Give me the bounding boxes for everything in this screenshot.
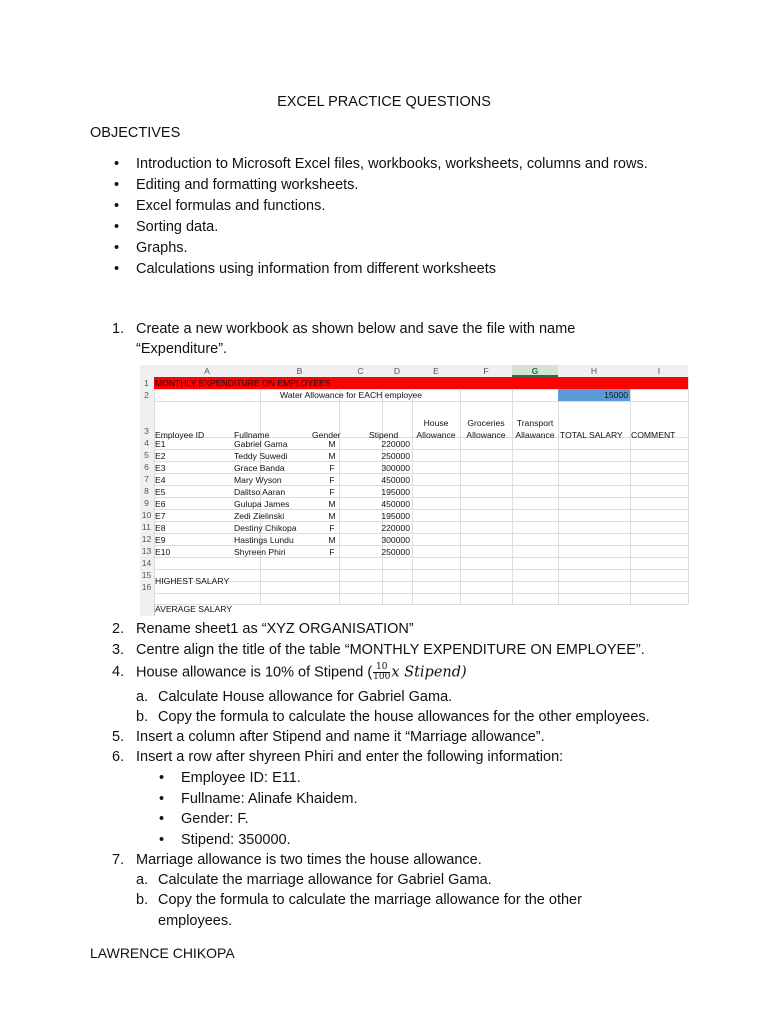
formula-math: x Stipend xyxy=(391,664,462,681)
column-letter: G xyxy=(531,366,539,376)
cell-fullname: Mary Wyson xyxy=(234,475,282,485)
header-house-1: House xyxy=(423,418,449,428)
cell-employee-id: E5 xyxy=(155,487,166,497)
row-number: 13 xyxy=(141,546,152,556)
question-number: 3. xyxy=(112,642,125,658)
footer-author: LAWRENCE CHIKOPA xyxy=(90,945,235,961)
highest-salary-label: HIGHEST SALARY xyxy=(155,576,230,586)
cell-stipend: 450000 xyxy=(381,475,410,485)
cell-stipend: 220000 xyxy=(381,439,410,449)
row-number: 5 xyxy=(144,450,149,460)
grid-column-line xyxy=(512,377,513,604)
fraction-denominator: 100 xyxy=(373,672,391,682)
row-number: 15 xyxy=(141,570,152,580)
question-number: 5. xyxy=(112,729,125,745)
cell-gender: M xyxy=(328,535,336,545)
header-transport-1: Transport xyxy=(516,418,554,428)
cell-stipend: 300000 xyxy=(381,463,410,473)
subquestion-letter: a. xyxy=(136,872,149,888)
question-1-text: Create a new workbook as shown below and save the file with name xyxy=(136,321,576,337)
cell-stipend: 450000 xyxy=(381,499,410,509)
column-letter: C xyxy=(357,366,364,376)
header-groceries-2: Allowance xyxy=(466,430,506,440)
row-number: 16 xyxy=(141,582,152,592)
cell-employee-id: E3 xyxy=(155,463,166,473)
column-letter: E xyxy=(433,366,439,376)
average-salary-label: AVERAGE SALARY xyxy=(155,604,233,614)
cell-employee-id: E1 xyxy=(155,439,166,449)
grid-column-line xyxy=(460,377,461,604)
column-letter: A xyxy=(204,366,210,376)
grid-row-line xyxy=(154,593,688,594)
row-number: 8 xyxy=(144,486,149,496)
cell-stipend: 220000 xyxy=(381,523,410,533)
subquestion-text-cont: employees. xyxy=(158,913,233,929)
row-number: 3 xyxy=(144,426,149,436)
water-allowance-value: 15000 xyxy=(558,389,630,401)
cell-employee-id: E6 xyxy=(155,499,166,509)
grid-column-line xyxy=(688,377,689,604)
cell-fullname: Zedi Zielinski xyxy=(234,511,285,521)
cell-employee-id: E7 xyxy=(155,511,166,521)
fraction-numerator: 10 xyxy=(376,662,388,672)
cell-gender: F xyxy=(329,475,335,485)
question-text: Marriage allowance is two times the house allowance. xyxy=(136,852,482,868)
cell-gender: M xyxy=(328,439,336,449)
question-text: Centre align the title of the table “MONTHLY EXPENDITURE ON EMPLOYEE”. xyxy=(136,642,645,658)
cell-employee-id: E9 xyxy=(155,535,166,545)
row-number: 7 xyxy=(144,474,149,484)
subquestion-letter: b. xyxy=(136,892,149,908)
question-6-bullet: • Gender: F. xyxy=(181,810,249,828)
cell-fullname: Grace Banda xyxy=(234,463,285,473)
grid-row-line xyxy=(154,401,688,402)
objective-item: • Excel formulas and functions. xyxy=(136,197,325,215)
question-number: 2. xyxy=(112,621,125,637)
question-6-bullet: • Employee ID: E11. xyxy=(181,769,301,787)
cell-employee-id: E8 xyxy=(155,523,166,533)
cell-gender: M xyxy=(328,451,336,461)
objective-item: • Editing and formatting worksheets. xyxy=(136,176,358,194)
objective-item: • Graphs. xyxy=(136,239,188,257)
subquestion-text: Copy the formula to calculate the marriage allowance for the other xyxy=(158,892,582,908)
question-1-text-cont: “Expenditure”. xyxy=(136,341,228,357)
header-employee-id: Employee ID xyxy=(155,430,205,440)
column-letter: H xyxy=(590,366,598,376)
cell-fullname: Dalitso Aaran xyxy=(234,487,286,497)
cell-fullname: Gulupa James xyxy=(234,499,290,509)
column-letter: F xyxy=(483,366,489,376)
question-number: 6. xyxy=(112,749,125,765)
question-text: Insert a column after Stipend and name it “Marriage allowance”. xyxy=(136,729,545,745)
objective-item: • Calculations using information from different worksheets xyxy=(136,260,496,278)
cell-gender: F xyxy=(329,523,335,533)
row-number: 4 xyxy=(144,438,149,448)
question-text: Rename sheet1 as “XYZ ORGANISATION” xyxy=(136,621,414,637)
grid-column-line xyxy=(630,377,631,604)
cell-gender: F xyxy=(329,487,335,497)
cell-stipend: 250000 xyxy=(381,451,410,461)
cell-stipend: 195000 xyxy=(381,511,410,521)
cell-employee-id: E4 xyxy=(155,475,166,485)
cell-stipend: 195000 xyxy=(381,487,410,497)
row-number: 14 xyxy=(141,558,152,568)
sheet-title-cell: MONTHLY EXPENDITURE ON EMPLOYEES xyxy=(154,377,688,389)
spreadsheet-image xyxy=(140,365,688,616)
grid-row-line xyxy=(154,569,688,570)
column-letter: I xyxy=(657,366,661,376)
cell-fullname: Shyreen Phiri xyxy=(234,547,286,557)
row-number: 1 xyxy=(144,378,149,388)
subquestion-text: Copy the formula to calculate the house allowances for the other employees. xyxy=(158,709,650,725)
column-letter: D xyxy=(393,366,401,376)
grid-column-line xyxy=(558,377,559,604)
cell-fullname: Teddy Suwedi xyxy=(234,451,288,461)
header-groceries-1: Groceries xyxy=(467,418,505,428)
row-number: 6 xyxy=(144,462,149,472)
cell-gender: M xyxy=(328,511,336,521)
row-number: 12 xyxy=(141,534,152,544)
row-number: 9 xyxy=(144,498,149,508)
cell-fullname: Gabriel Gama xyxy=(234,439,288,449)
header-stipend: Stipend xyxy=(369,430,399,440)
cell-stipend: 250000 xyxy=(381,547,410,557)
objectives-heading: OBJECTIVES xyxy=(90,125,181,141)
question-text-formula xyxy=(136,663,467,682)
cell-stipend: 300000 xyxy=(381,535,410,545)
row-number: 2 xyxy=(144,390,149,400)
document-title: EXCEL PRACTICE QUESTIONS xyxy=(277,94,491,110)
header-fullname: Fullname xyxy=(234,430,270,440)
column-letter: B xyxy=(296,366,303,376)
objective-item: • Sorting data. xyxy=(136,218,218,236)
cell-gender: F xyxy=(329,463,335,473)
header-gender: Gender xyxy=(312,430,341,440)
formula-prefix: House allowance is 10% of Stipend ( xyxy=(136,664,373,681)
subquestion-text: Calculate House allowance for Gabriel Gama. xyxy=(158,689,453,705)
cell-gender: F xyxy=(329,547,335,557)
cell-fullname: Destiny Chikopa xyxy=(234,523,297,533)
fraction xyxy=(373,663,390,682)
row-number: 11 xyxy=(142,522,151,532)
formula-suffix: ) xyxy=(461,664,467,681)
header-comment: COMMENT xyxy=(631,430,676,440)
header-transport-2: Allawance xyxy=(515,430,555,440)
objective-item: • Introduction to Microsoft Excel files, workbooks, worksheets, columns and rows. xyxy=(136,155,648,173)
row-number: 10 xyxy=(141,510,152,520)
subquestion-text: Calculate the marriage allowance for Gabriel Gama. xyxy=(158,872,492,888)
question-number: 1. xyxy=(112,321,125,337)
cell-gender: M xyxy=(328,499,336,509)
header-total-salary: TOTAL SALARY xyxy=(560,430,623,440)
water-allowance-label: Water Allowance for EACH employee xyxy=(280,390,423,400)
cell-employee-id: E10 xyxy=(155,547,171,557)
question-6-bullet: • Stipend: 350000. xyxy=(181,831,291,849)
cell-employee-id: E2 xyxy=(155,451,166,461)
grid-column-line xyxy=(412,377,413,604)
question-6-bullet: • Fullname: Alinafe Khaidem. xyxy=(181,790,358,808)
question-number: 4. xyxy=(112,664,125,680)
cell-fullname: Hastings Lundu xyxy=(234,535,294,545)
question-number: 7. xyxy=(112,852,125,868)
subquestion-letter: a. xyxy=(136,689,149,705)
subquestion-letter: b. xyxy=(136,709,149,725)
header-house-2: Allowance xyxy=(416,430,456,440)
question-text: Insert a row after shyreen Phiri and enter the following information: xyxy=(136,749,564,765)
